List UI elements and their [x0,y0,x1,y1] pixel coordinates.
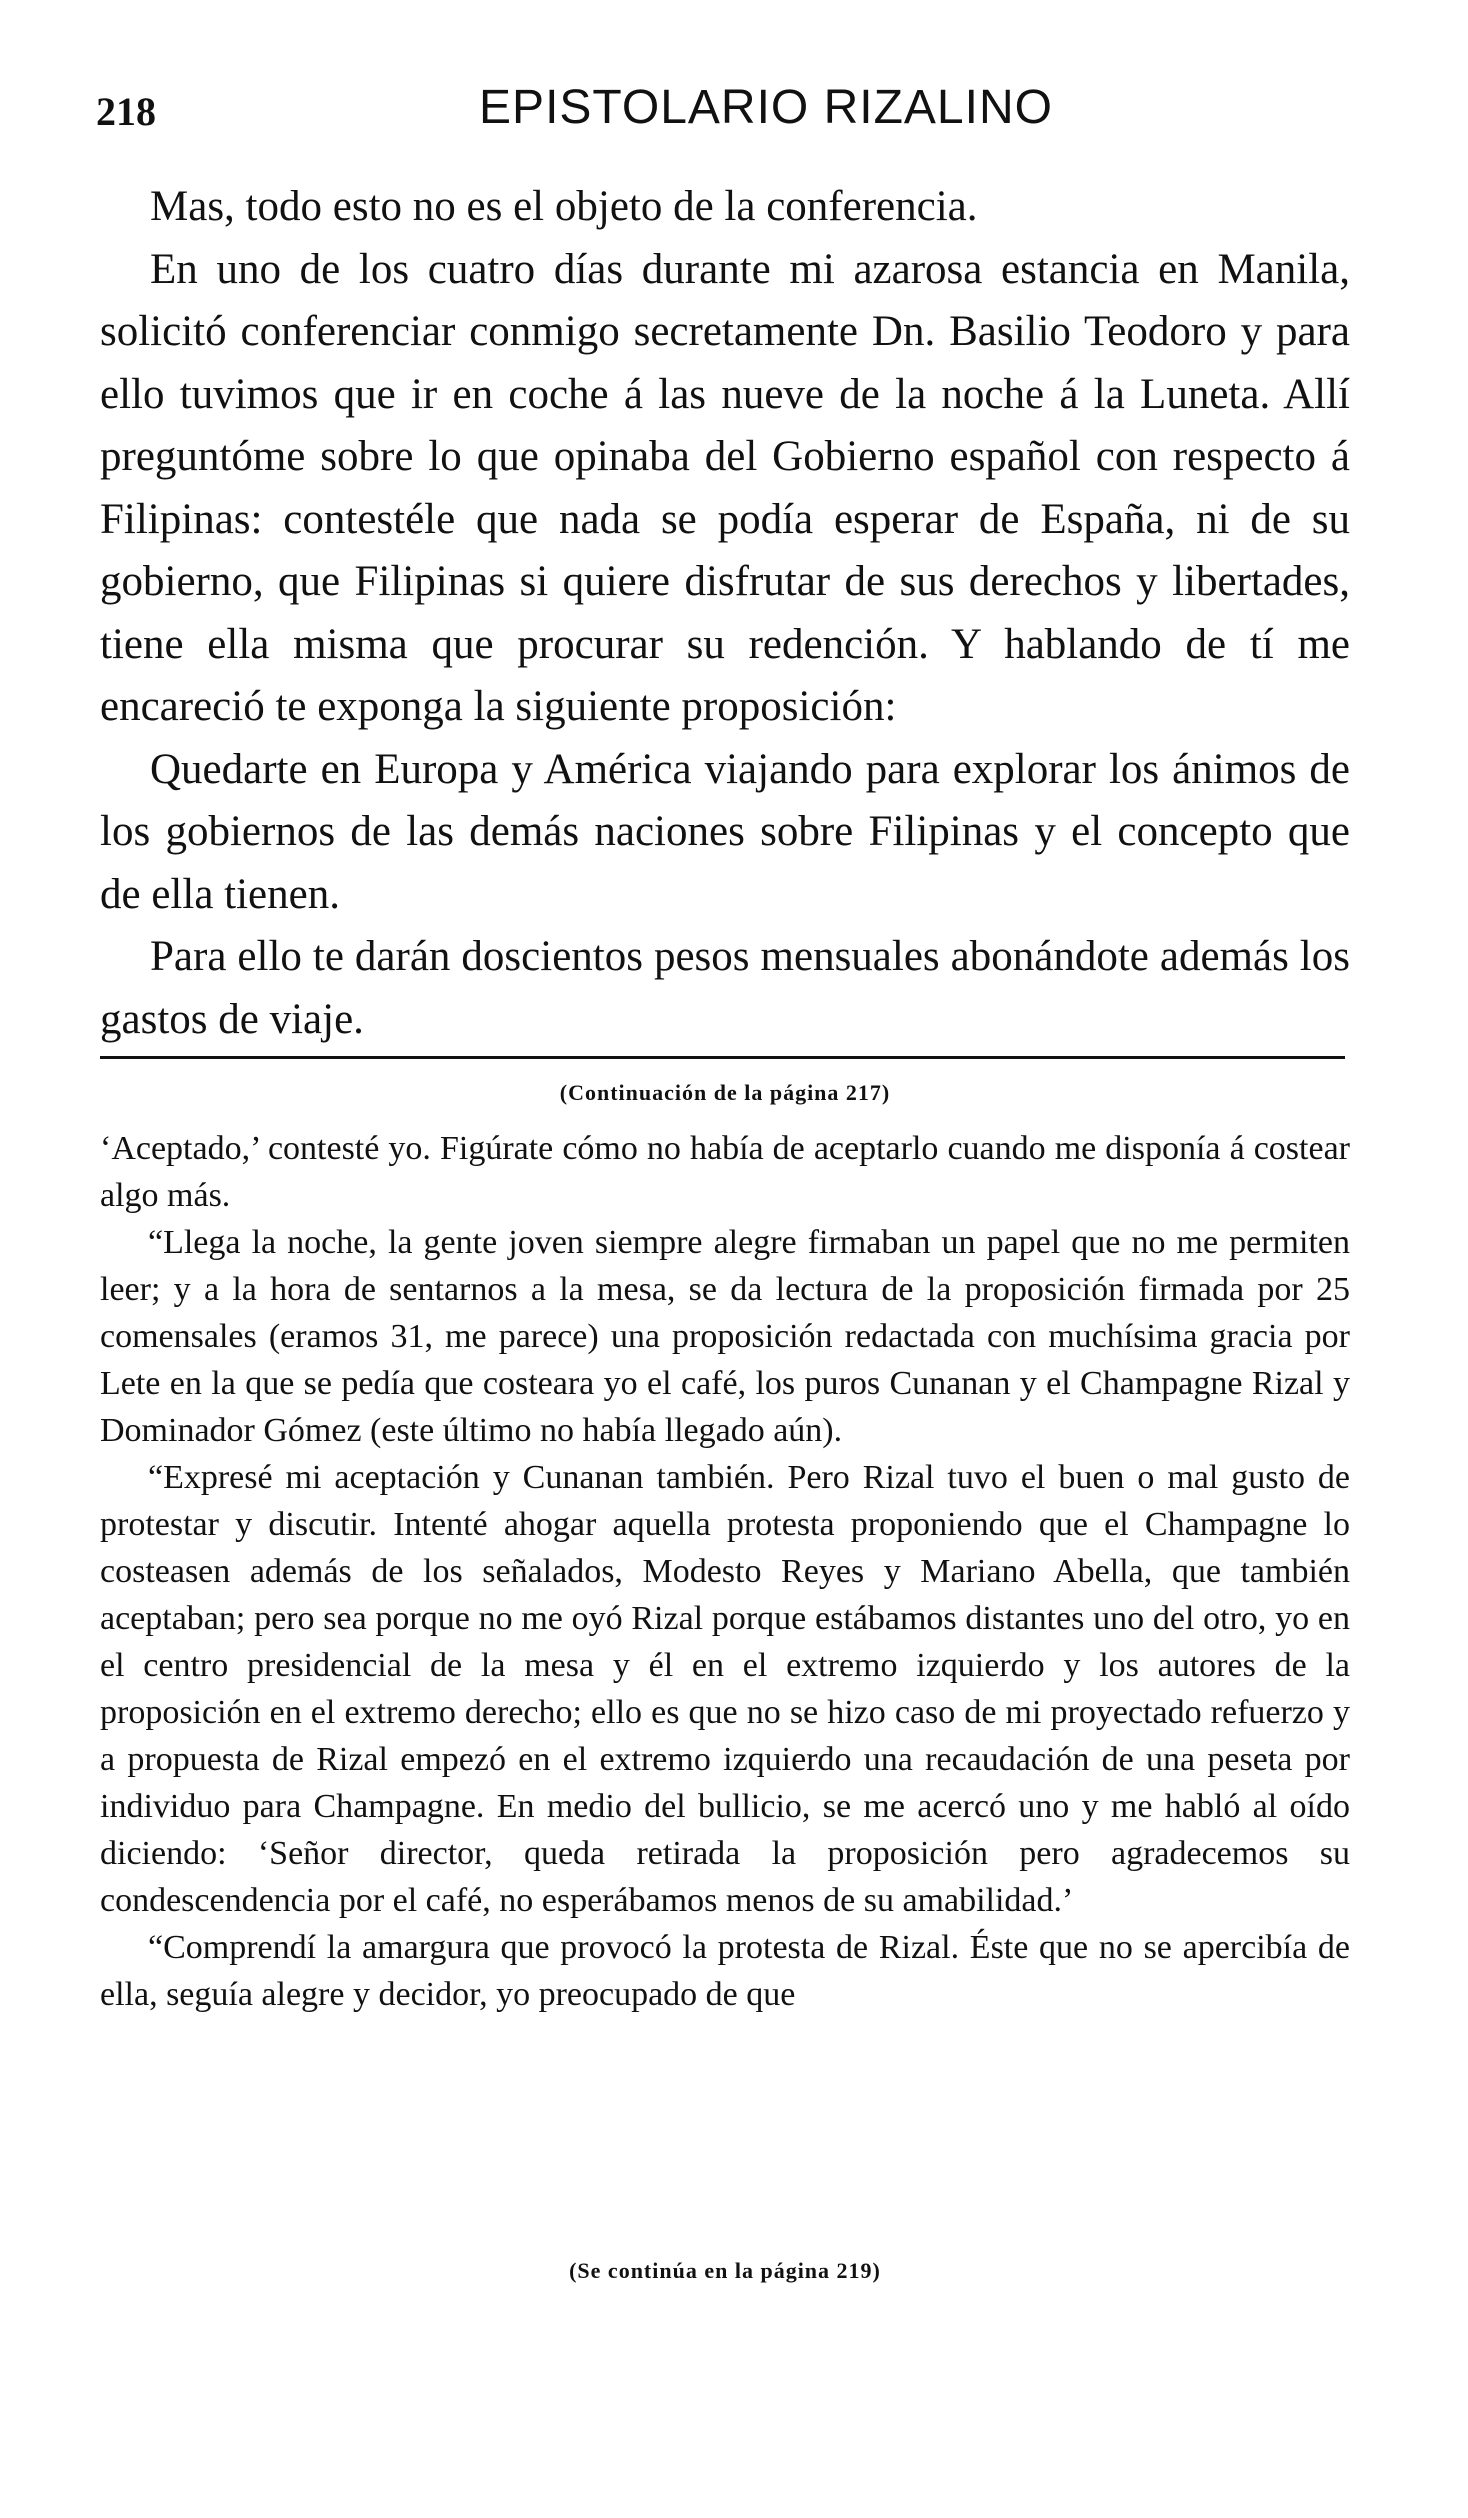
footnote-paragraph: “Comprendí la amargura que provocó la protesta de Rizal. Éste que no se apercibía de ella, seguía alegre y decidor, yo preocupado de que [100,1929,1350,2013]
main-paragraph: En uno de los cuatro días durante mi azarosa estancia en Manila, solicitó conferenciar conmigo secretamente Dn. Basilio Teodoro y para ello tuvimos que ir en coche á las nueve de la noche á la Luneta. Allí preguntóme sobre lo que opinaba del Gobierno español con respecto á Filipinas: contestéle que nada se podía esperar de España, ni de su gobierno, que Filipinas si quiere disfrutar de sus derechos y libertades, tiene ella misma que procurar su redención. Y hablando de tí me encareció te exponga la siguiente proposición: [100,245,1350,730]
footnote-paragraph: “Expresé mi aceptación y Cunanan también. Pero Rizal tuvo el buen o mal gusto de protestar y discutir. Intenté ahogar aquella protesta proponiendo que el Champagne lo costeasen además de los señalados, Modesto Reyes y Mariano Abella, que también aceptaban; pero sea porque no me oyó Rizal porque estábamos distantes uno del otro, yo en el centro presidencial de la mesa y él en el extremo izquierdo y los autores de la proposición en el extremo derecho; ello es que no se hizo caso de mi proyectado refuerzo y a propuesta de Rizal empezó en el extremo izquierdo una recaudación de una peseta por individuo para Champagne. En medio del bullicio, se me acercó uno y me habló al oído diciendo: ‘Señor director, queda retirada la proposición pero agradecemos su condescendencia por el café, no esperábamos menos de su amabilidad.’ [100,1459,1350,1919]
footnote-paragraph: “Llega la noche, la gente joven siempre alegre firmaban un papel que no me permiten leer; y a la hora de sentarnos a la mesa, se da lectura de la proposición firmada por 25 comensales (eramos 31, me parece) una proposición redactada con muchísima gracia por Lete en la que se pedía que costeara yo el café, los puros Cunanan y el Champagne Rizal y Dominador Gómez (este último no había llegado aún). [100,1224,1350,1449]
footnote-divider [100,1056,1345,1059]
page-header [96,80,1376,150]
running-title: EPISTOLARIO RIZALINO [479,81,1053,134]
main-paragraph: Mas, todo esto no es el objeto de la conferencia. [150,183,978,230]
footnote-paragraph: ‘Aceptado,’ contesté yo. Figúrate cómo no había de aceptarlo cuando me disponía á costear algo más. [100,1130,1350,1214]
footnote-text [100,1125,1350,2018]
page-number: 218 [96,89,156,134]
main-text [100,176,1350,1051]
continued-from-note: (Continuación de la página 217) [559,1080,891,1105]
main-paragraph: Para ello te darán doscientos pesos mensuales abonándote además los gastos de viaje. [100,933,1350,1043]
main-paragraph: Quedarte en Europa y América viajando para explorar los ánimos de los gobiernos de las demás naciones sobre Filipinas y el concepto que de ella tienen. [100,745,1350,918]
continued-on-note: (Se continúa en la página 219) [569,2258,881,2283]
